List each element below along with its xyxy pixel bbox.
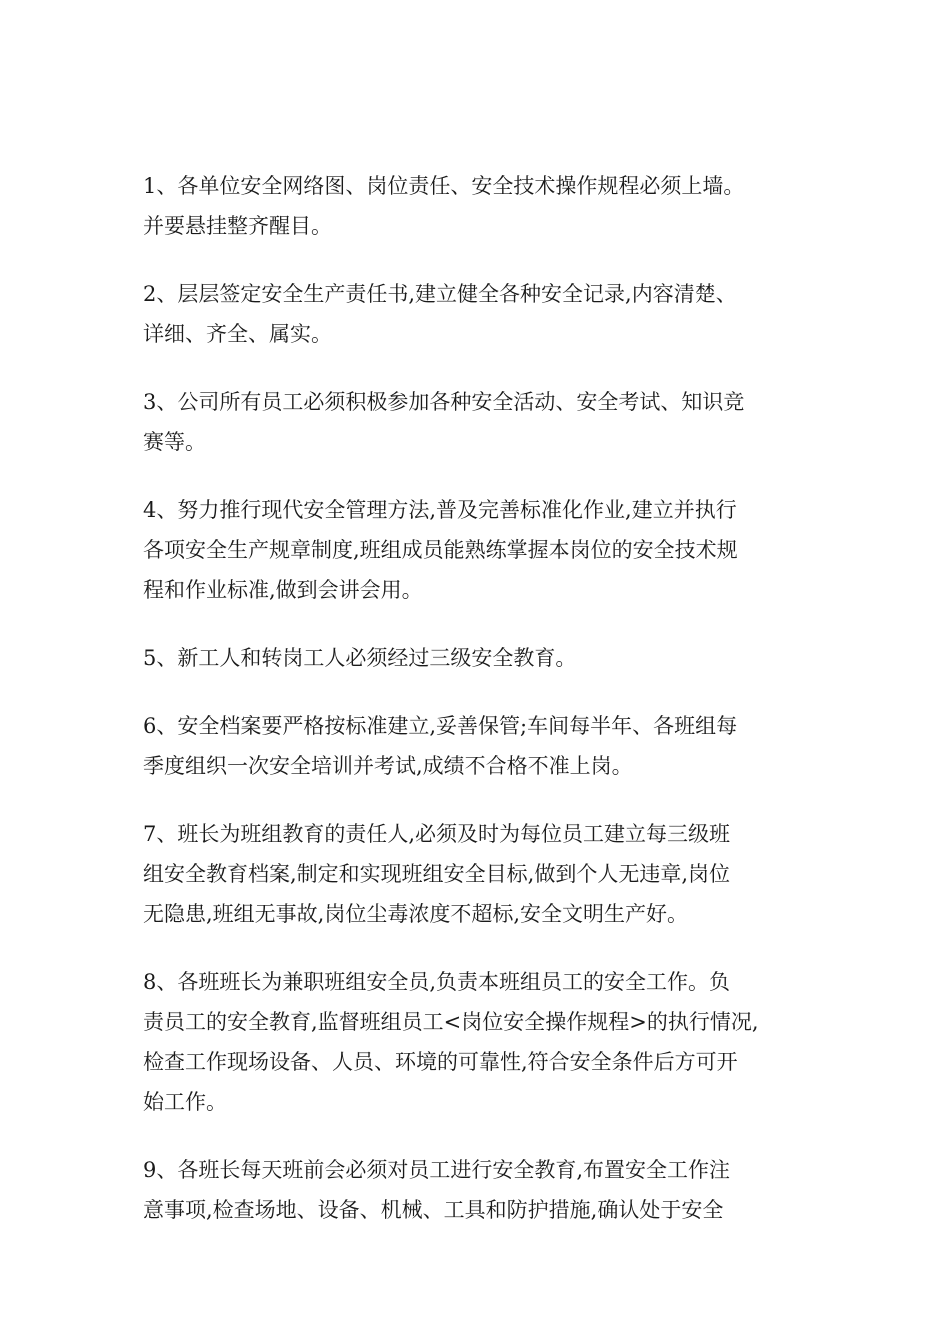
paragraph-4 xyxy=(143,490,815,610)
paragraph-line: 5、新工人和转岗工人必须经过三级安全教育。 xyxy=(143,646,577,670)
paragraph-line: 详细、齐全、属实。 xyxy=(143,322,332,346)
paragraph-line: 检查工作现场设备、人员、环境的可靠性,符合安全条件后方可开 xyxy=(143,1050,738,1074)
paragraph-line: 7、班长为班组教育的责任人,必须及时为每位员工建立每三级班 xyxy=(143,822,731,846)
paragraph-1 xyxy=(143,166,815,246)
paragraph-line: 并要悬挂整齐醒目。 xyxy=(143,214,332,238)
document-body xyxy=(143,166,815,1258)
paragraph-line: 意事项,检查场地、设备、机械、工具和防护措施,确认处于安全 xyxy=(143,1198,724,1222)
paragraph-7 xyxy=(143,814,815,934)
paragraph-line: 无隐患,班组无事故,岗位尘毒浓度不超标,安全文明生产好。 xyxy=(143,902,689,926)
paragraph-line: 8、各班班长为兼职班组安全员,负责本班组员工的安全工作。负 xyxy=(143,970,731,994)
paragraph-line: 赛等。 xyxy=(143,430,206,454)
paragraph-3 xyxy=(143,382,815,462)
paragraph-line: 3、公司所有员工必须积极参加各种安全活动、安全考试、知识竞 xyxy=(143,390,745,414)
paragraph-line: 6、安全档案要严格按标准建立,妥善保管;车间每半年、各班组每 xyxy=(143,714,738,738)
paragraph-line: 程和作业标准,做到会讲会用。 xyxy=(143,578,423,602)
paragraph-8 xyxy=(143,962,815,1122)
paragraph-line: 1、各单位安全网络图、岗位责任、安全技术操作规程必须上墙。 xyxy=(143,174,745,198)
paragraph-6 xyxy=(143,706,815,786)
paragraph-line: 组安全教育档案,制定和实现班组安全目标,做到个人无违章,岗位 xyxy=(143,862,731,886)
paragraph-line: 季度组织一次安全培训并考试,成绩不合格不准上岗。 xyxy=(143,754,633,778)
paragraph-line: 9、各班长每天班前会必须对员工进行安全教育,布置安全工作注 xyxy=(143,1158,731,1182)
paragraph-line: 2、层层签定安全生产责任书,建立健全各种安全记录,内容清楚、 xyxy=(143,282,737,306)
paragraph-line: 4、努力推行现代安全管理方法,普及完善标准化作业,建立并执行 xyxy=(143,498,737,522)
paragraph-9 xyxy=(143,1150,815,1230)
paragraph-line: 责员工的安全教育,监督班组员工<岗位安全操作规程>的执行情况, xyxy=(143,1010,759,1034)
paragraph-line: 始工作。 xyxy=(143,1090,227,1114)
paragraph-2 xyxy=(143,274,815,354)
paragraph-5 xyxy=(143,638,815,678)
paragraph-line: 各项安全生产规章制度,班组成员能熟练掌握本岗位的安全技术规 xyxy=(143,538,738,562)
